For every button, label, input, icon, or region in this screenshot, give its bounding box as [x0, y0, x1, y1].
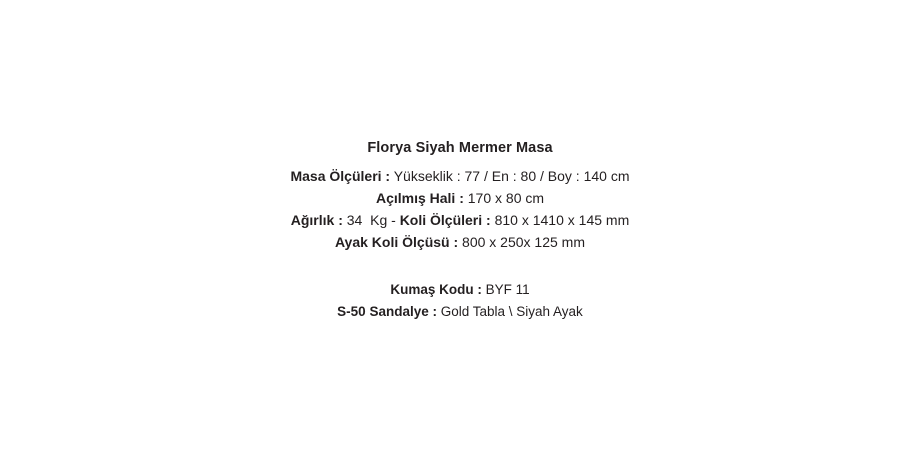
- spec-label-ayak-koli-olcusu: Ayak Koli Ölçüsü :: [334, 234, 459, 251]
- spec-value-ayak-koli-olcusu: 800 x 250x 125 mm: [458, 234, 586, 251]
- spec-row-ayak-koli-olcusu: [0, 231, 920, 253]
- footer-value-sandalye: Gold Tabla \ Siyah Ayak: [436, 304, 583, 320]
- spacer: [0, 253, 920, 279]
- spec-label-acilmis-hali: Açılmış Hali :: [375, 189, 464, 206]
- footer-label-kumas-kodu: Kumaş Kodu :: [390, 282, 482, 298]
- footer-row-sandalye: [0, 301, 920, 323]
- spec-label-agirlik: Ağırlık :: [290, 211, 343, 228]
- product-spec-block: [0, 138, 920, 323]
- footer-row-kumas-kodu: [0, 279, 920, 301]
- spec-row-masa-olculeri: [0, 165, 920, 187]
- footer-label-sandalye: S-50 Sandalye :: [337, 304, 437, 320]
- spec-row-agirlik-koli-olculeri: [0, 209, 920, 231]
- spec-row-acilmis-hali: [0, 187, 920, 209]
- spec-value-koli-olculeri: 810 x 1410 x 145 mm: [490, 211, 630, 228]
- spec-label-koli-olculeri: Koli Ölçüleri :: [399, 211, 491, 228]
- spec-value-masa-olculeri: Yükseklik : 77 / En : 80 / Boy : 140 cm: [390, 167, 630, 184]
- spec-value-agirlik: 34 Kg -: [342, 211, 400, 228]
- spec-label-masa-olculeri: Masa Ölçüleri :: [290, 167, 391, 184]
- page-title: Florya Siyah Mermer Masa: [367, 140, 553, 156]
- spec-value-acilmis-hali: 170 x 80 cm: [463, 189, 545, 206]
- footer-value-kumas-kodu: BYF 11: [481, 282, 530, 298]
